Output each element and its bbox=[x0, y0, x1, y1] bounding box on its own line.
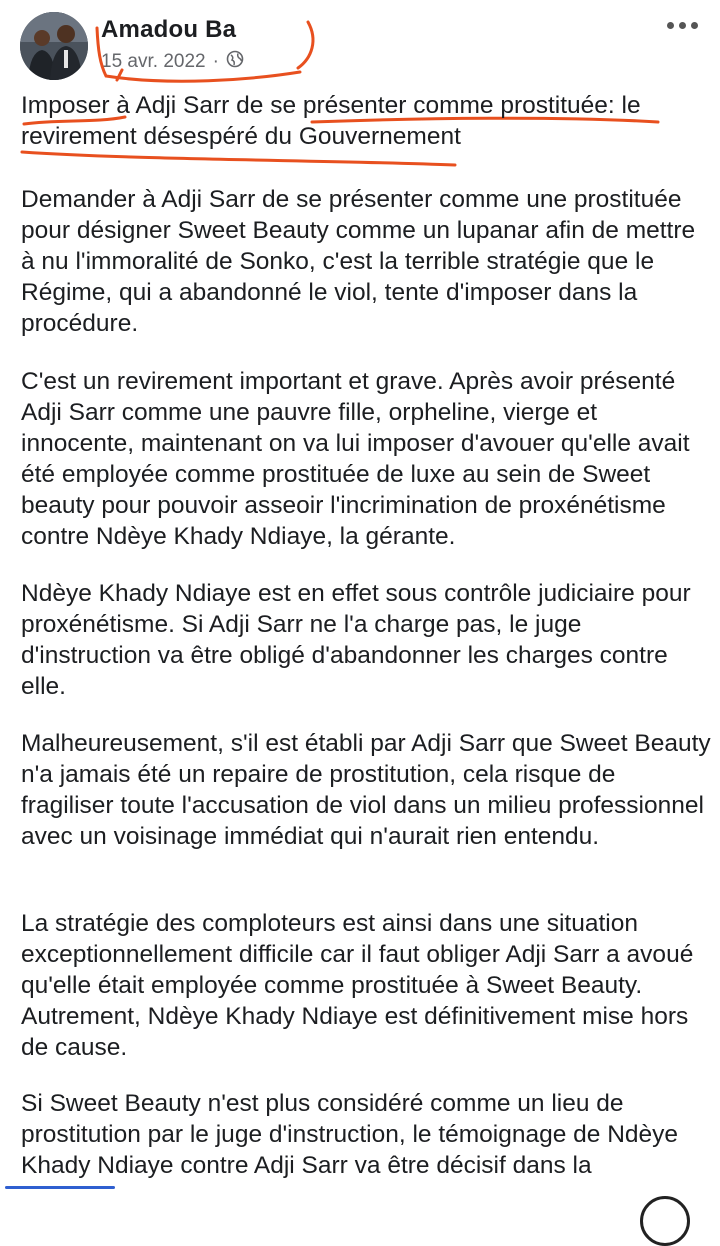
avatar-photo bbox=[20, 12, 88, 80]
post-date[interactable]: 15 avr. 2022 bbox=[101, 51, 206, 72]
cut-off-underline bbox=[5, 1186, 115, 1189]
paragraph-3: Ndèye Khady Ndiaye est en effet sous contrôle judiciaire pour proxénétisme. Si Adji Sarr ne l'a charge pas, le juge d'instruction va être obligé d'abandonner les charges contre elle. bbox=[21, 580, 691, 700]
post-title: Imposer à Adji Sarr de se présenter comme prostituée: le revirement désespéré du Gouvernement bbox=[21, 92, 641, 150]
meta-separator: · bbox=[212, 51, 219, 72]
annotation-title-underline-c bbox=[22, 152, 455, 165]
globe-icon[interactable] bbox=[226, 50, 244, 74]
paragraph-6: Si Sweet Beauty n'est plus considéré comme un lieu de prostitution par le juge d'instruction, le témoignage de Ndèye Khady Ndiaye contre Adji Sarr va être décisif dans la bbox=[21, 1090, 679, 1179]
author-name[interactable]: Amadou Ba bbox=[101, 16, 237, 43]
paragraph-4: Malheureusement, s'il est établi par Adji Sarr que Sweet Beauty n'a jamais été un repaire de prostitution, cela risque de fragiliser toute l'accusation de viol dans un milieu professionnel avec un voisinage immédiat qui n'aurait rien entendu. bbox=[21, 730, 711, 850]
avatar[interactable] bbox=[20, 12, 88, 80]
cut-off-icon bbox=[640, 1196, 690, 1246]
paragraph-2: C'est un revirement important et grave. Après avoir présenté Adji Sarr comme une pauvre fille, orpheline, vierge et innocente, maintenant on va lui imposer d'avouer qu'elle avait été employée comme prostituée de luxe au sein de Sweet beauty pour pouvoir asseoir l'incrimination de proxénétisme contre Ndèye Khady Ndiaye, la gérante. bbox=[21, 368, 690, 550]
annotation-date-bracket bbox=[298, 22, 313, 68]
paragraph-5: La stratégie des comploteurs est ainsi dans une situation exceptionnellement difficile car il faut obliger Adji Sarr a avoué qu'elle était employée comme prostituée à Sweet Beauty. Autrement, Ndèye Khady Ndiaye est définitivement mise hors de cause. bbox=[21, 910, 694, 1061]
paragraph-1: Demander à Adji Sarr de se présenter comme une prostituée pour désigner Sweet Beauty comme un lupanar afin de mettre à nu l'immoralité de Sonko, c'est la terrible stratégie que le Régime, qui a abandonné le viol, tente d'imposer dans la procédure. bbox=[21, 186, 696, 337]
post-meta bbox=[101, 50, 244, 74]
more-options-icon[interactable] bbox=[667, 22, 698, 29]
